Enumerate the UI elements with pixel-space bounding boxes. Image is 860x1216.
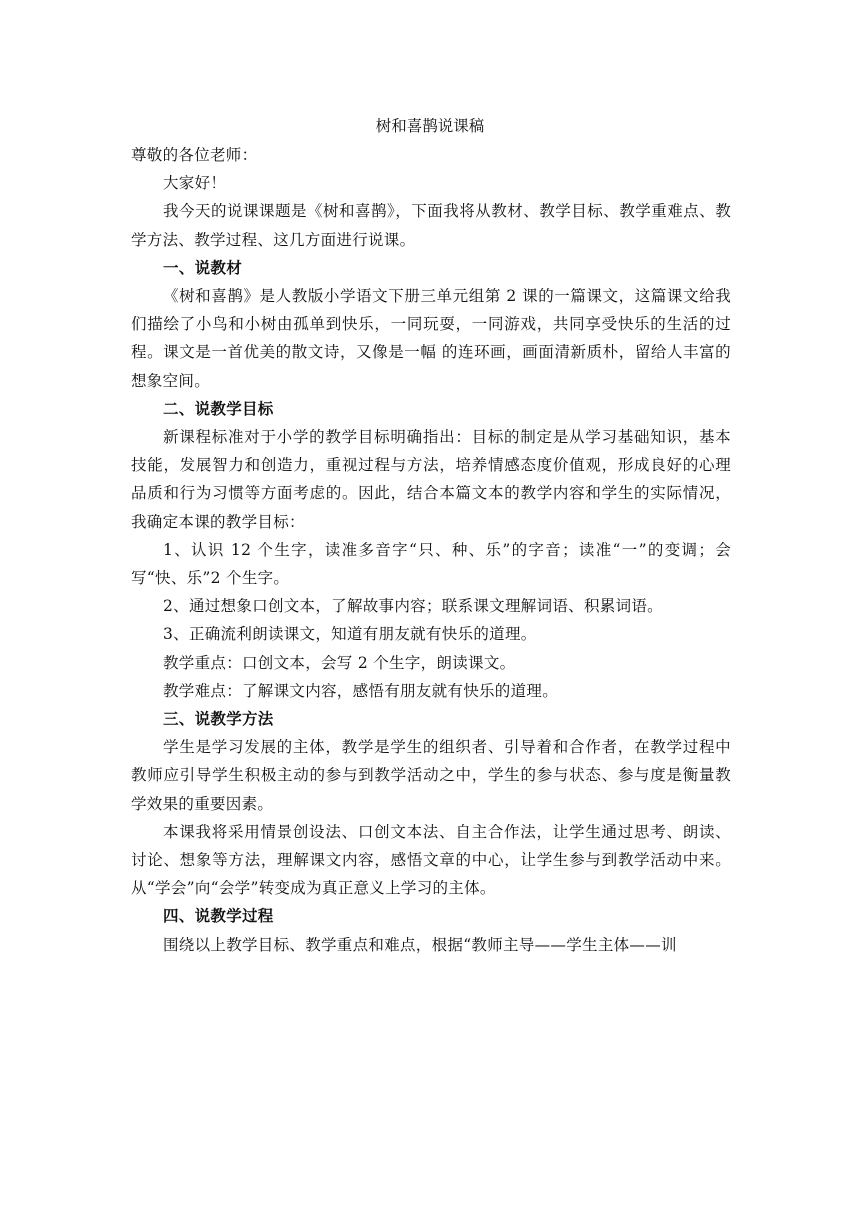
salutation: 尊敬的各位老师： xyxy=(131,146,258,164)
section-heading-process: 四、说教学过程 xyxy=(163,906,274,926)
paragraph: 新课程标准对于小学的教学目标明确指出：目标的制定是从学习基础知识，基本技能，发展智力和创造力，重视过程与方法，培养情感态度价值观，形成良好的心理品质和行为习惯等方面考虑的。因此，结合本篇文本的教学内容和学生的实际情况，我确定本课的教学目标： xyxy=(131,427,731,531)
document-body xyxy=(131,141,731,959)
objective-item: 2、通过想象口创文本，了解故事内容；联系课文理解词语、积累词语。 xyxy=(163,597,663,616)
paragraph: 围绕以上教学目标、教学重点和难点，根据“教师主导——学生主体——训 xyxy=(163,935,677,954)
paragraph: 《树和喜鹊》是人教版小学语文下册三单元组第 2 课的一篇课文，这篇课文给我们描绘了小鸟和小树由孤单到快乐，一同玩耍，一同游戏，共同享受快乐的生活的过程。课文是一首优美的散文诗，又像是一幅 的连环画，画面清新质朴，留给人丰富的想象空间。 xyxy=(131,286,731,390)
section-heading-textbook: 一、说教材 xyxy=(163,257,243,277)
objective-item: 3、正确流利朗读课文，知道有朋友就有快乐的道理。 xyxy=(163,625,537,644)
objective-item: 1、认识 12 个生字，读准多音字“只、种、乐”的字音；读准“一”的变调；会写“快、乐”2 个生字。 xyxy=(131,540,731,587)
paragraph: 本课我将采用情景创设法、口创文本法、自主合作法，让学生通过思考、朗读、讨论、想象等方法，理解课文内容，感悟文章的中心，让学生参与到教学活动中来。从“学会”向“会学”转变成为真正意义上学习的主体。 xyxy=(131,822,731,898)
intro-paragraph: 我今天的说课课题是《树和喜鹊》，下面我将从教材、教学目标、教学重难点、教学方法、教学过程、这几方面进行说课。 xyxy=(131,202,731,249)
document-title: 树和喜鹊说课稿 xyxy=(375,117,485,135)
section-heading-methods: 三、说教学方法 xyxy=(163,709,274,728)
difficult-point: 教学难点：了解课文内容，感悟有朋友就有快乐的道理。 xyxy=(163,681,559,700)
section-heading-objectives: 二、说教学目标 xyxy=(163,398,274,418)
key-point: 教学重点：口创文本，会写 2 个生字，朗读课文。 xyxy=(163,653,516,672)
paragraph: 学生是学习发展的主体，教学是学生的组织者、引导着和合作者，在教学过程中教师应引导学生积极主动的参与到教学活动之中，学生的参与状态、参与度是衡量教学效果的重要因素。 xyxy=(131,738,731,813)
greeting: 大家好！ xyxy=(163,174,227,193)
